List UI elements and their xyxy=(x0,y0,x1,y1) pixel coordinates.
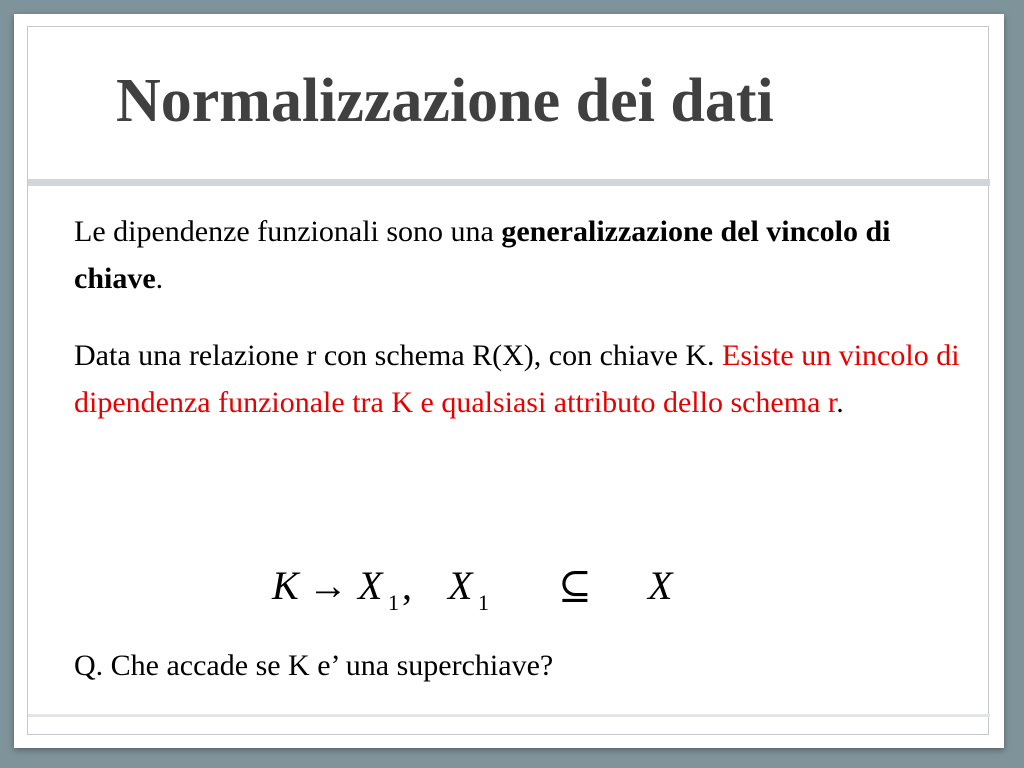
paragraph-definition-text: Le dipendenze funzionali sono una xyxy=(74,215,502,248)
paragraph-relation-period: . xyxy=(836,386,844,419)
formula-subset: ⊆ xyxy=(558,563,592,608)
paragraph-relation-text: Data una relazione r con schema R(X), con chiave K. xyxy=(74,339,723,372)
paragraph-definition xyxy=(74,208,984,302)
formula-k: K xyxy=(272,563,299,608)
formula-comma: , xyxy=(402,563,412,608)
footer-divider xyxy=(28,714,990,717)
paragraph-relation-highlight: Esiste un vincolo di dipendenza funzionale tra K e qualsiasi attributo dello schema r xyxy=(74,339,960,419)
formula-sub1-b: 1 xyxy=(478,590,489,615)
formula-arrow: → xyxy=(308,563,348,608)
paragraph-definition-period: . xyxy=(155,262,164,295)
slide-title: Normalizzazione dei dati xyxy=(116,67,774,135)
formula-x1-a: X xyxy=(358,563,383,608)
paragraph-definition-bold: generalizzazione del vincolo di chiave xyxy=(74,215,891,295)
title-divider xyxy=(28,179,990,186)
paragraph-relation xyxy=(74,332,984,426)
question-text: Q. Che accade se K e’ una superchiave? xyxy=(74,649,554,682)
slide xyxy=(14,14,1004,748)
formula-sub1-a: 1 xyxy=(388,590,399,615)
formula-x: X xyxy=(648,563,673,608)
formula-x1-b: X xyxy=(448,563,473,608)
formula xyxy=(272,548,732,628)
